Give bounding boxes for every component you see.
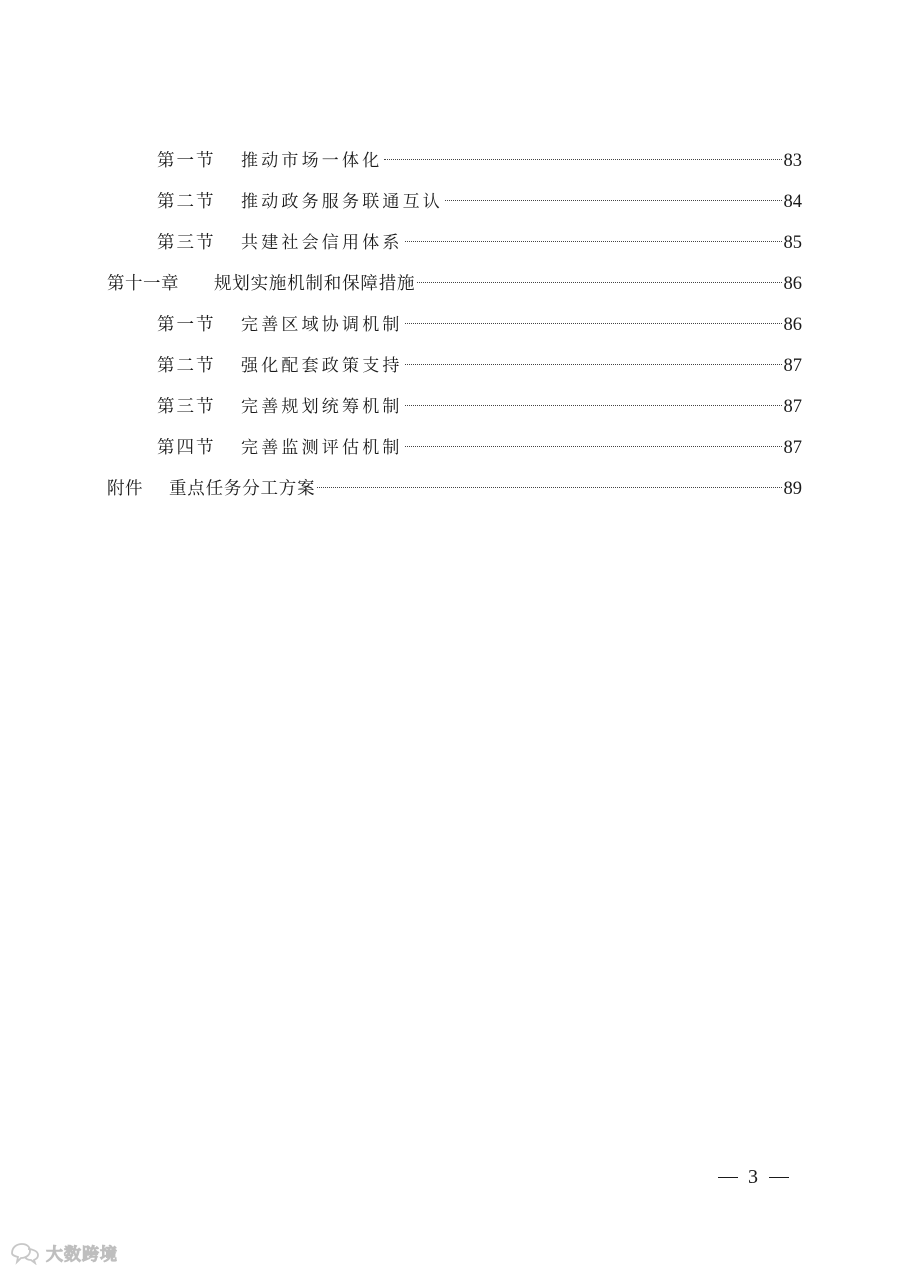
toc-entry-page: 83 [783, 151, 802, 171]
toc-entry[interactable] [157, 146, 802, 176]
toc-entry-chapter[interactable] [107, 269, 802, 299]
toc-entry-title: 推动市场一体化 [241, 151, 383, 171]
toc-entry-number: 第二节 [157, 356, 216, 376]
toc-entry-page: 86 [783, 274, 802, 294]
toc-entry[interactable] [157, 433, 802, 463]
toc-entry-page: 89 [783, 479, 802, 499]
table-of-contents [0, 0, 900, 520]
page-number-dash [718, 1177, 738, 1178]
toc-entry-page: 87 [783, 438, 802, 458]
page-number [718, 1166, 789, 1189]
watermark-text: 大数跨境 [46, 1245, 118, 1265]
dot-leader [384, 159, 781, 160]
toc-entry-title: 完善规划统筹机制 [241, 397, 403, 417]
toc-entry-title: 规划实施机制和保障措施 [214, 274, 416, 294]
toc-entry-title: 完善区域协调机制 [241, 315, 403, 335]
dot-leader [405, 446, 782, 447]
toc-entry-annex[interactable] [107, 474, 802, 504]
toc-entry-page: 86 [783, 315, 802, 335]
toc-entry-number: 第四节 [157, 438, 216, 458]
toc-entry-number: 第三节 [157, 397, 216, 417]
dot-leader [405, 364, 782, 365]
toc-entry-number: 附件 [107, 479, 143, 499]
toc-entry-number: 第十一章 [107, 274, 179, 294]
toc-entry-number: 第一节 [157, 151, 216, 171]
toc-entry[interactable] [157, 392, 802, 422]
toc-entry-page: 87 [783, 397, 802, 417]
toc-entry-number: 第一节 [157, 315, 216, 335]
toc-entry-number: 第三节 [157, 233, 216, 253]
toc-entry-page: 87 [783, 356, 802, 376]
toc-entry[interactable] [157, 228, 802, 258]
toc-entry[interactable] [157, 351, 802, 381]
dot-leader [405, 241, 782, 242]
page-number-dash [769, 1177, 789, 1178]
dot-leader [405, 323, 782, 324]
toc-entry-number: 第二节 [157, 192, 216, 212]
toc-entry-title: 共建社会信用体系 [241, 233, 403, 253]
dot-leader [445, 200, 782, 201]
toc-entry-page: 85 [783, 233, 802, 253]
dot-leader [317, 487, 781, 488]
toc-entry[interactable] [157, 187, 802, 217]
toc-entry-title: 强化配套政策支持 [241, 356, 403, 376]
page-number-value: 3 [748, 1166, 759, 1188]
toc-entry-title: 推动政务服务联通互认 [241, 192, 443, 212]
toc-entry-title: 重点任务分工方案 [169, 479, 316, 499]
toc-entry-title: 完善监测评估机制 [241, 438, 403, 458]
chat-bubble-logo-icon [8, 1241, 42, 1265]
watermark [8, 1240, 118, 1265]
dot-leader [405, 405, 782, 406]
dot-leader [417, 282, 781, 283]
toc-entry-page: 84 [783, 192, 802, 212]
toc-entry[interactable] [157, 310, 802, 340]
